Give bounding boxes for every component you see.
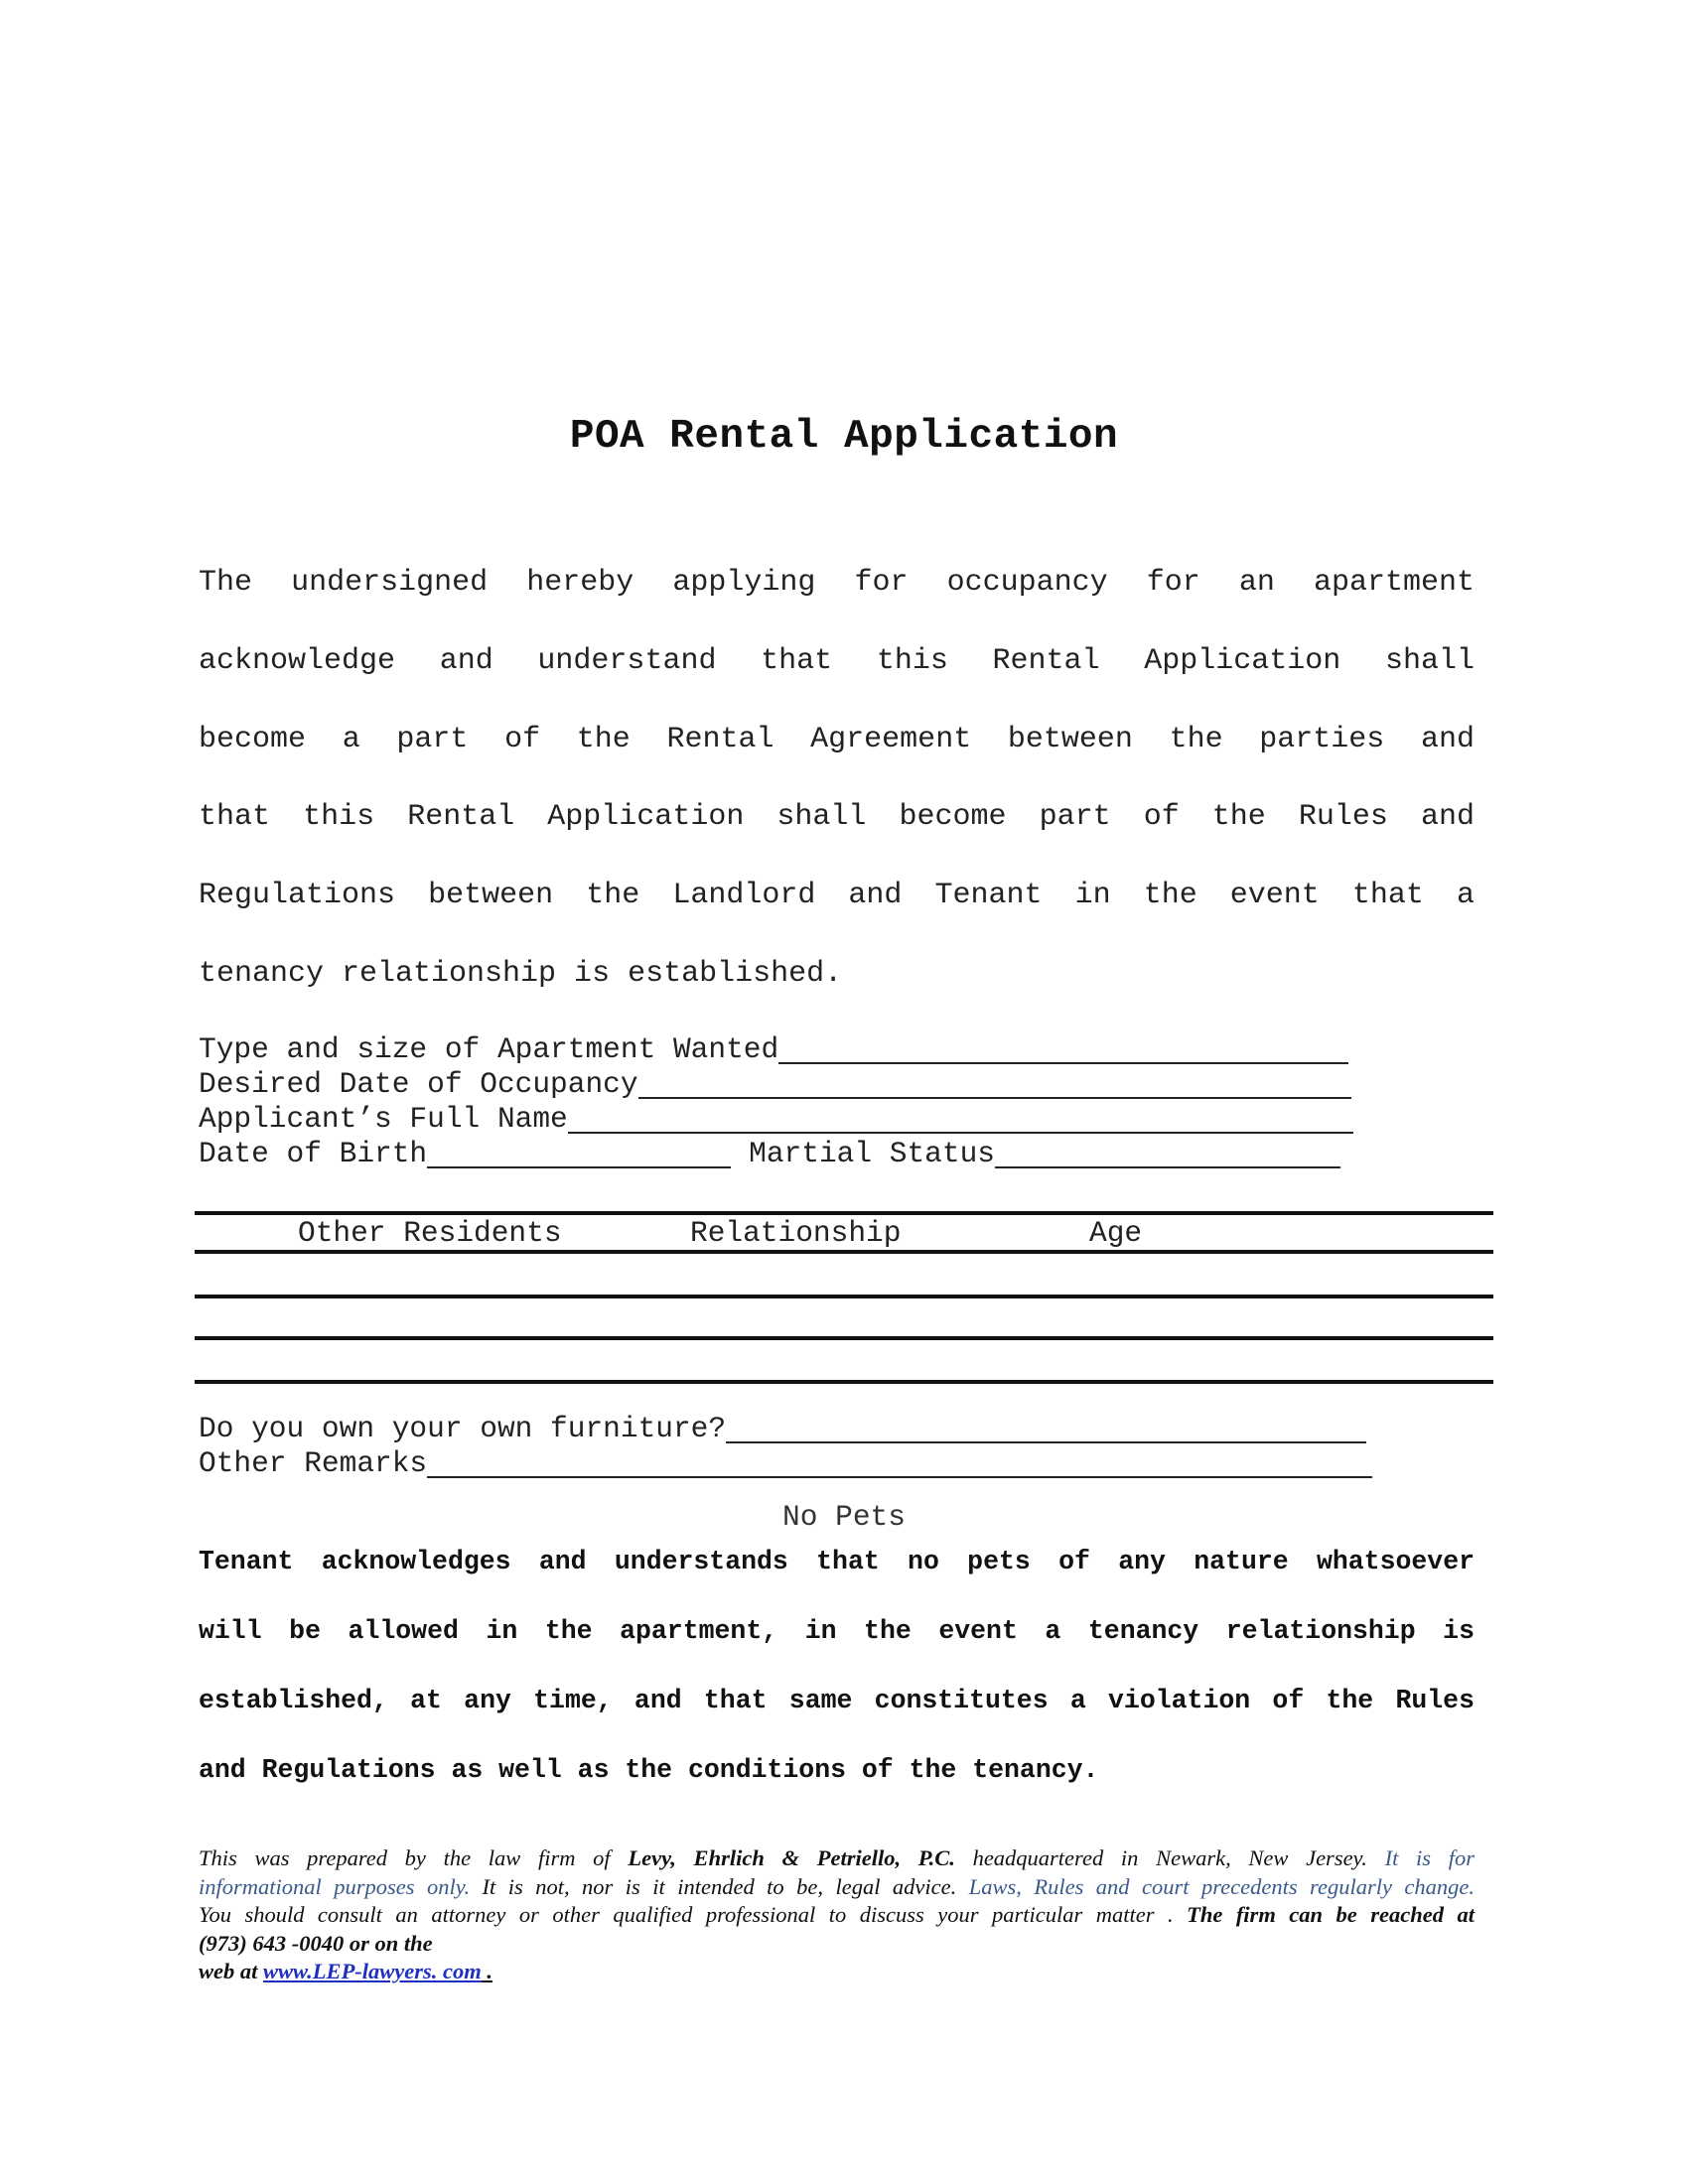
intro-paragraph	[199, 544, 1475, 1014]
field-label: Type and size of Apartment Wanted	[199, 1032, 779, 1066]
field-label: Other Remarks	[199, 1446, 428, 1480]
footer-text-blue: Laws, Rules and court precedents regularly change.	[968, 1873, 1476, 1899]
intro-line: become a part of the Rental Agreement between the parties and	[199, 722, 1475, 756]
field-label: Desired Date of Occupancy	[199, 1067, 638, 1101]
apartment-type-input[interactable]	[778, 1034, 1348, 1064]
footer-text: It is not, nor is it intended to be, legal advice.	[470, 1873, 969, 1899]
pets-line: established, at any time, and that same constitutes a violation of the Rules	[199, 1686, 1475, 1715]
table-rule-bottom	[195, 1380, 1493, 1384]
table-row[interactable]	[195, 1254, 1493, 1295]
field-full-name	[199, 1102, 1353, 1137]
website-link[interactable]: www.LEP-lawyers. com	[263, 1959, 482, 1983]
field-label: Do you own your own furniture?	[199, 1412, 727, 1445]
occupancy-date-input[interactable]	[638, 1069, 1351, 1099]
table-row[interactable]	[195, 1298, 1493, 1336]
footer-disclaimer	[199, 1844, 1475, 1986]
footer-line	[199, 1901, 1475, 1930]
full-name-input[interactable]	[568, 1104, 1353, 1134]
footer-text: You should consult an attorney or other qualified professional to discuss your particular matter .	[199, 1902, 1188, 1927]
pets-line: and Regulations as well as the conditions of the tenancy.	[199, 1755, 1099, 1785]
footer-text-bold: The firm can be reached at	[1187, 1902, 1475, 1927]
footer-phone: (973) 643 -0040 or on the	[199, 1930, 433, 1956]
footer-text: This was prepared by the law firm of	[199, 1845, 629, 1870]
date-of-birth-input[interactable]	[427, 1139, 731, 1168]
field-label: Martial Status	[749, 1137, 995, 1170]
field-remarks	[199, 1446, 1372, 1481]
footer-line	[199, 1873, 1475, 1902]
marital-status-input[interactable]	[995, 1139, 1340, 1168]
footer-text-blue: It is for	[1384, 1845, 1476, 1870]
no-pets-heading: No Pets	[782, 1500, 906, 1534]
furniture-input[interactable]	[726, 1414, 1366, 1443]
footer-text: headquartered in Newark, New Jersey.	[954, 1845, 1385, 1870]
field-dob-marital	[199, 1137, 1340, 1171]
field-label: Date of Birth	[199, 1137, 428, 1170]
field-furniture	[199, 1412, 1366, 1446]
footer-line	[199, 1958, 1475, 1986]
column-header-other-residents: Other Residents	[298, 1216, 562, 1250]
firm-name: Levy, Ehrlich & Petriello, P.C.	[628, 1845, 955, 1870]
column-header-relationship: Relationship	[690, 1216, 902, 1250]
field-label: Applicant’s Full Name	[199, 1102, 568, 1136]
table-row[interactable]	[195, 1340, 1493, 1380]
pets-line: Tenant acknowledges and understands that no pets of any nature whatsoever	[199, 1547, 1475, 1576]
footer-text: .	[481, 1959, 493, 1983]
page-title: POA Rental Application	[569, 414, 1119, 460]
column-header-age: Age	[1089, 1216, 1143, 1250]
intro-line: acknowledge and understand that this Rental Application shall	[199, 643, 1475, 678]
intro-line: that this Rental Application shall become part of the Rules and	[199, 800, 1475, 835]
intro-line: tenancy relationship is established.	[199, 956, 843, 991]
intro-line: The undersigned hereby applying for occupancy for an apartment	[199, 566, 1475, 600]
field-occupancy-date	[199, 1067, 1351, 1102]
no-pets-paragraph	[199, 1527, 1475, 1805]
footer-text-blue: informational purposes only.	[199, 1873, 471, 1899]
intro-line: Regulations between the Landlord and Tenant in the event that a	[199, 879, 1475, 913]
footer-line	[199, 1844, 1475, 1873]
remarks-input[interactable]	[427, 1448, 1372, 1478]
field-apartment-type	[199, 1032, 1348, 1067]
footer-text: web at	[199, 1959, 263, 1983]
pets-line: will be allowed in the apartment, in the event a tenancy relationship is	[199, 1616, 1475, 1646]
